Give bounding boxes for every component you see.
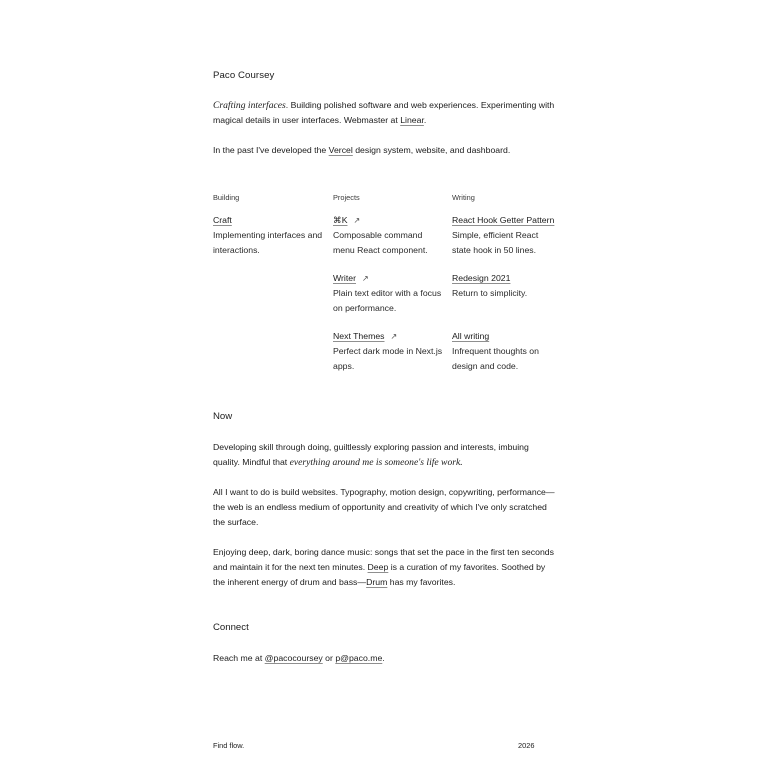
intro-paragraph	[213, 98, 555, 128]
now-paragraph-1	[213, 440, 555, 470]
past-before: In the past I've developed the	[213, 145, 329, 155]
connect-before: Reach me at	[213, 653, 265, 663]
external-link-icon: ↗	[390, 332, 398, 341]
footer-year: 2026	[518, 741, 535, 750]
building-column	[213, 193, 323, 255]
react-hook-desc: Simple, efficient React state hook in 50 lines.	[452, 230, 539, 255]
cmdk-desc: Composable command menu React component.	[333, 230, 428, 255]
craft-link[interactable]: Craft	[213, 215, 232, 225]
building-heading: Building	[213, 193, 240, 202]
all-writing-desc: Infrequent thoughts on design and code.	[452, 346, 539, 371]
writing-item	[452, 271, 562, 301]
connect-paragraph	[213, 651, 555, 666]
all-writing-link[interactable]: All writing	[452, 331, 490, 341]
next-themes-desc: Perfect dark mode in Next.js apps.	[333, 346, 443, 371]
past-paragraph	[213, 143, 555, 158]
writer-desc: Plain text editor with a focus on performance.	[333, 288, 442, 313]
drum-link[interactable]: Drum	[366, 577, 388, 587]
vercel-link[interactable]: Vercel	[328, 145, 353, 155]
now-p3-c: has my favorites.	[387, 577, 456, 587]
project-item	[333, 271, 443, 316]
now-heading: Now	[213, 411, 233, 422]
projects-column	[333, 193, 443, 371]
now-paragraph-2: All I want to do is build websites. Typography, motion design, copywriting, performance—the web is an endless medium of opportunity and creativity of which I've only scratched the surface.	[213, 487, 555, 527]
email-link[interactable]: p@paco.me	[335, 653, 383, 663]
intro-italic: Crafting interfaces	[213, 100, 286, 111]
now-paragraph-3	[213, 545, 555, 590]
external-link-icon: ↗	[362, 274, 369, 283]
next-themes-link[interactable]: Next Themes	[333, 331, 385, 341]
twitter-link[interactable]: @pacocoursey	[264, 653, 323, 663]
building-item	[213, 213, 323, 258]
intro-text: . Building polished software and web experiences. Experimenting with magical details in user interfaces. Webmaster at	[213, 100, 555, 125]
connect-heading: Connect	[213, 622, 249, 633]
connect-middle: or	[322, 653, 336, 663]
writing-column	[452, 193, 562, 371]
writing-item	[452, 329, 562, 374]
project-item	[333, 213, 443, 258]
cmdk-link[interactable]: ⌘K	[333, 215, 348, 225]
writing-heading: Writing	[452, 193, 475, 202]
footer-tagline: Find flow.	[213, 741, 245, 750]
past-after: design system, website, and dashboard.	[352, 145, 511, 155]
projects-heading: Projects	[333, 193, 360, 202]
craft-desc: Implementing interfaces and interactions.	[213, 230, 323, 255]
redesign-link[interactable]: Redesign 2021	[452, 273, 511, 283]
react-hook-link[interactable]: React Hook Getter Pattern	[452, 215, 555, 225]
redesign-desc: Return to simplicity.	[452, 288, 528, 298]
intro-end: .	[423, 115, 427, 125]
deep-link[interactable]: Deep	[367, 562, 389, 572]
writing-item	[452, 213, 564, 258]
site-name: Paco Coursey	[213, 70, 275, 81]
writer-link[interactable]: Writer	[333, 273, 357, 283]
now-p3-b: is a curation of my favorites. Soothed by the inherent energy of drum and bass—	[213, 562, 546, 587]
now-p1-text: Developing skill through doing, guiltlessly exploring passion and interests, imbuing quality. Mindful that	[213, 442, 529, 467]
project-item	[333, 329, 443, 374]
linear-link[interactable]: Linear	[400, 115, 424, 125]
connect-end: .	[382, 653, 385, 663]
now-p3-a: Enjoying deep, dark, boring dance music: songs that set the pace in the first ten seconds and maintain it for the next ten minutes.	[213, 547, 554, 572]
external-link-icon: ↗	[353, 216, 361, 225]
now-p1-italic: everything around me is someone's life work.	[289, 457, 463, 468]
